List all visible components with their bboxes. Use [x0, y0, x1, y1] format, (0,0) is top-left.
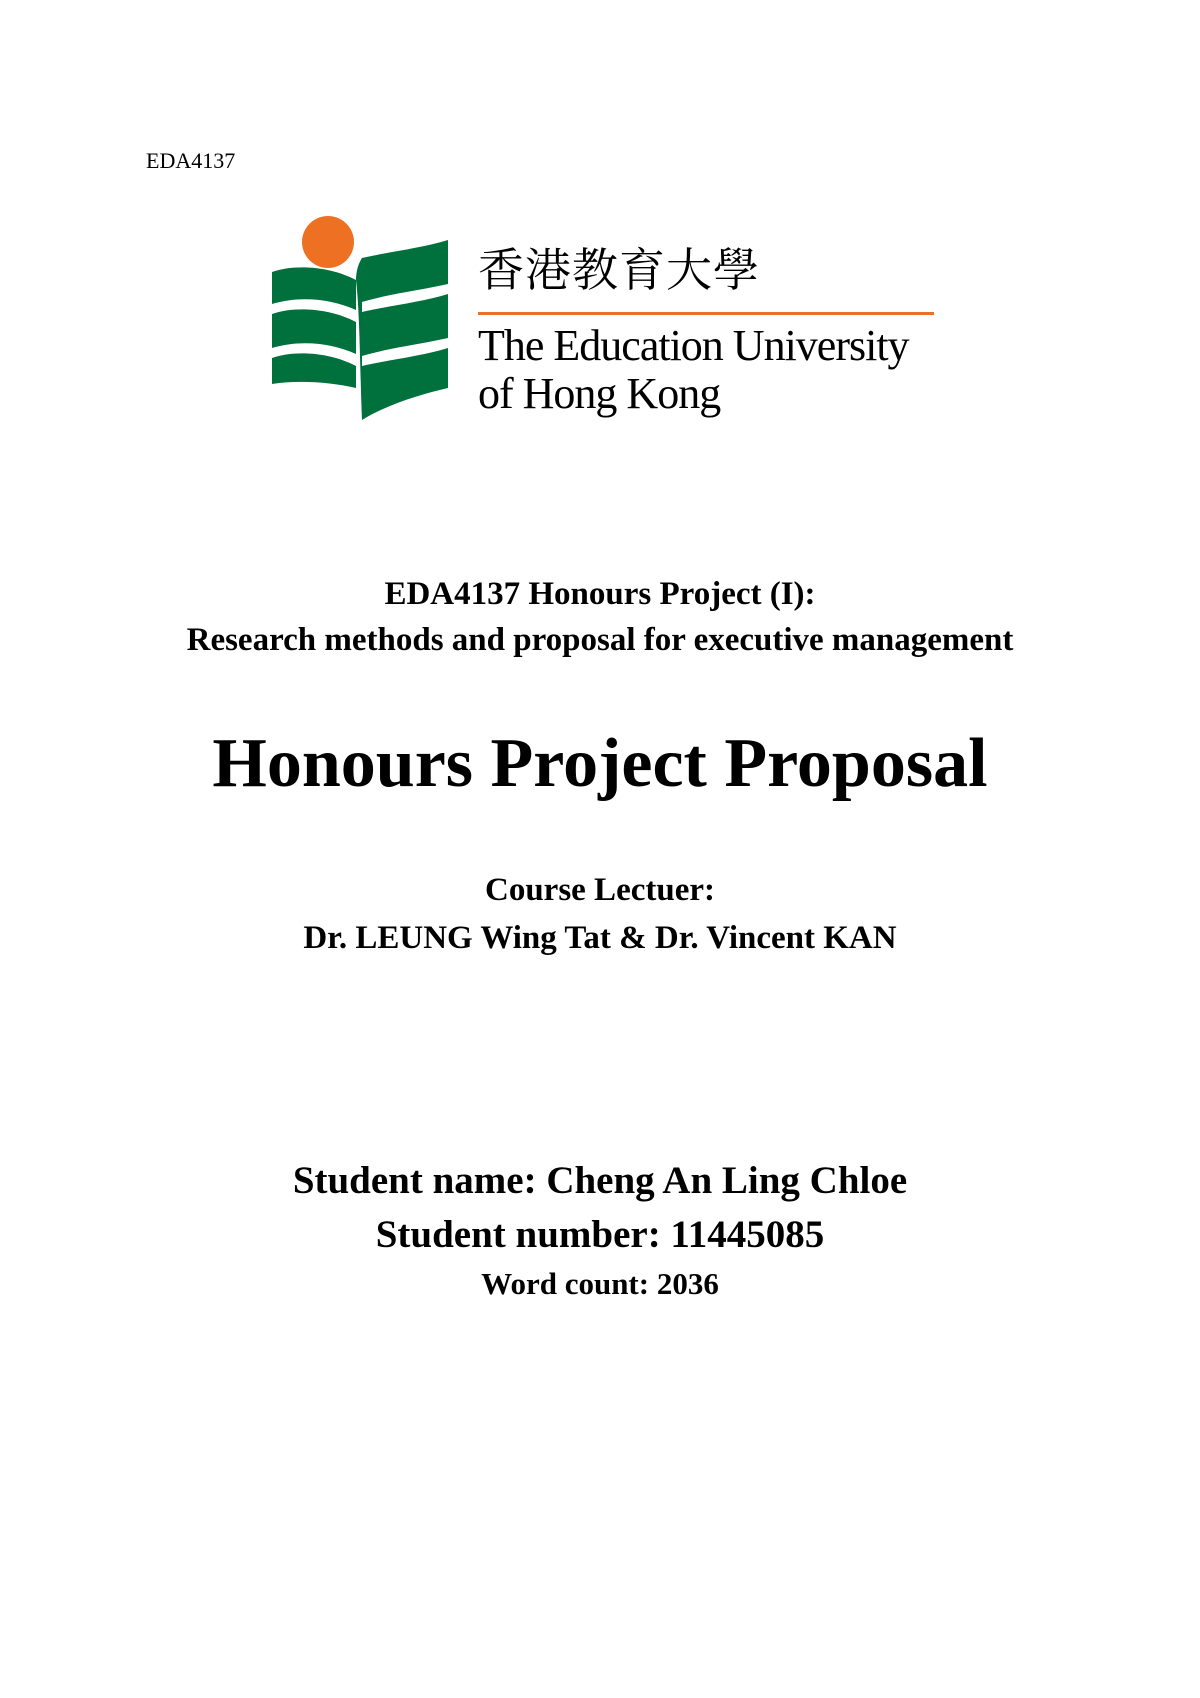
student-name: Student name: Cheng An Ling Chloe — [292, 1159, 908, 1202]
emblem-stem — [356, 258, 362, 420]
emblem-leaf-left-1 — [272, 267, 356, 310]
word-count: Word count: 2036 — [481, 1266, 719, 1301]
logo-english-line2: of Hong Kong — [478, 369, 721, 418]
university-logo — [272, 214, 932, 424]
course-title-line1: EDA4137 Honours Project (I): — [384, 576, 816, 612]
logo-divider — [478, 312, 934, 315]
emblem-leaf-left-3 — [272, 353, 356, 388]
emblem-leaf-left-2 — [272, 309, 356, 354]
lecturer-label: Course Lectuer: — [484, 872, 715, 908]
lecturer-names: Dr. LEUNG Wing Tat & Dr. Vincent KAN — [303, 920, 897, 956]
student-number: Student number: 11445085 — [375, 1213, 825, 1256]
emblem-leaf-right-2 — [362, 294, 448, 356]
emblem-leaf-right-3 — [362, 348, 448, 420]
page-title: Honours Project Proposal — [212, 725, 988, 802]
header-course-code: EDA4137 — [146, 148, 236, 173]
logo-english-line1: The Education University — [478, 321, 909, 370]
emblem-sun — [302, 216, 354, 268]
course-title-line2: Research methods and proposal for executive management — [186, 622, 1014, 658]
logo-chinese-name: 香港教育大學 — [478, 243, 760, 297]
emblem-leaf-right-1 — [362, 240, 448, 302]
eduhk-emblem-icon — [272, 214, 452, 424]
